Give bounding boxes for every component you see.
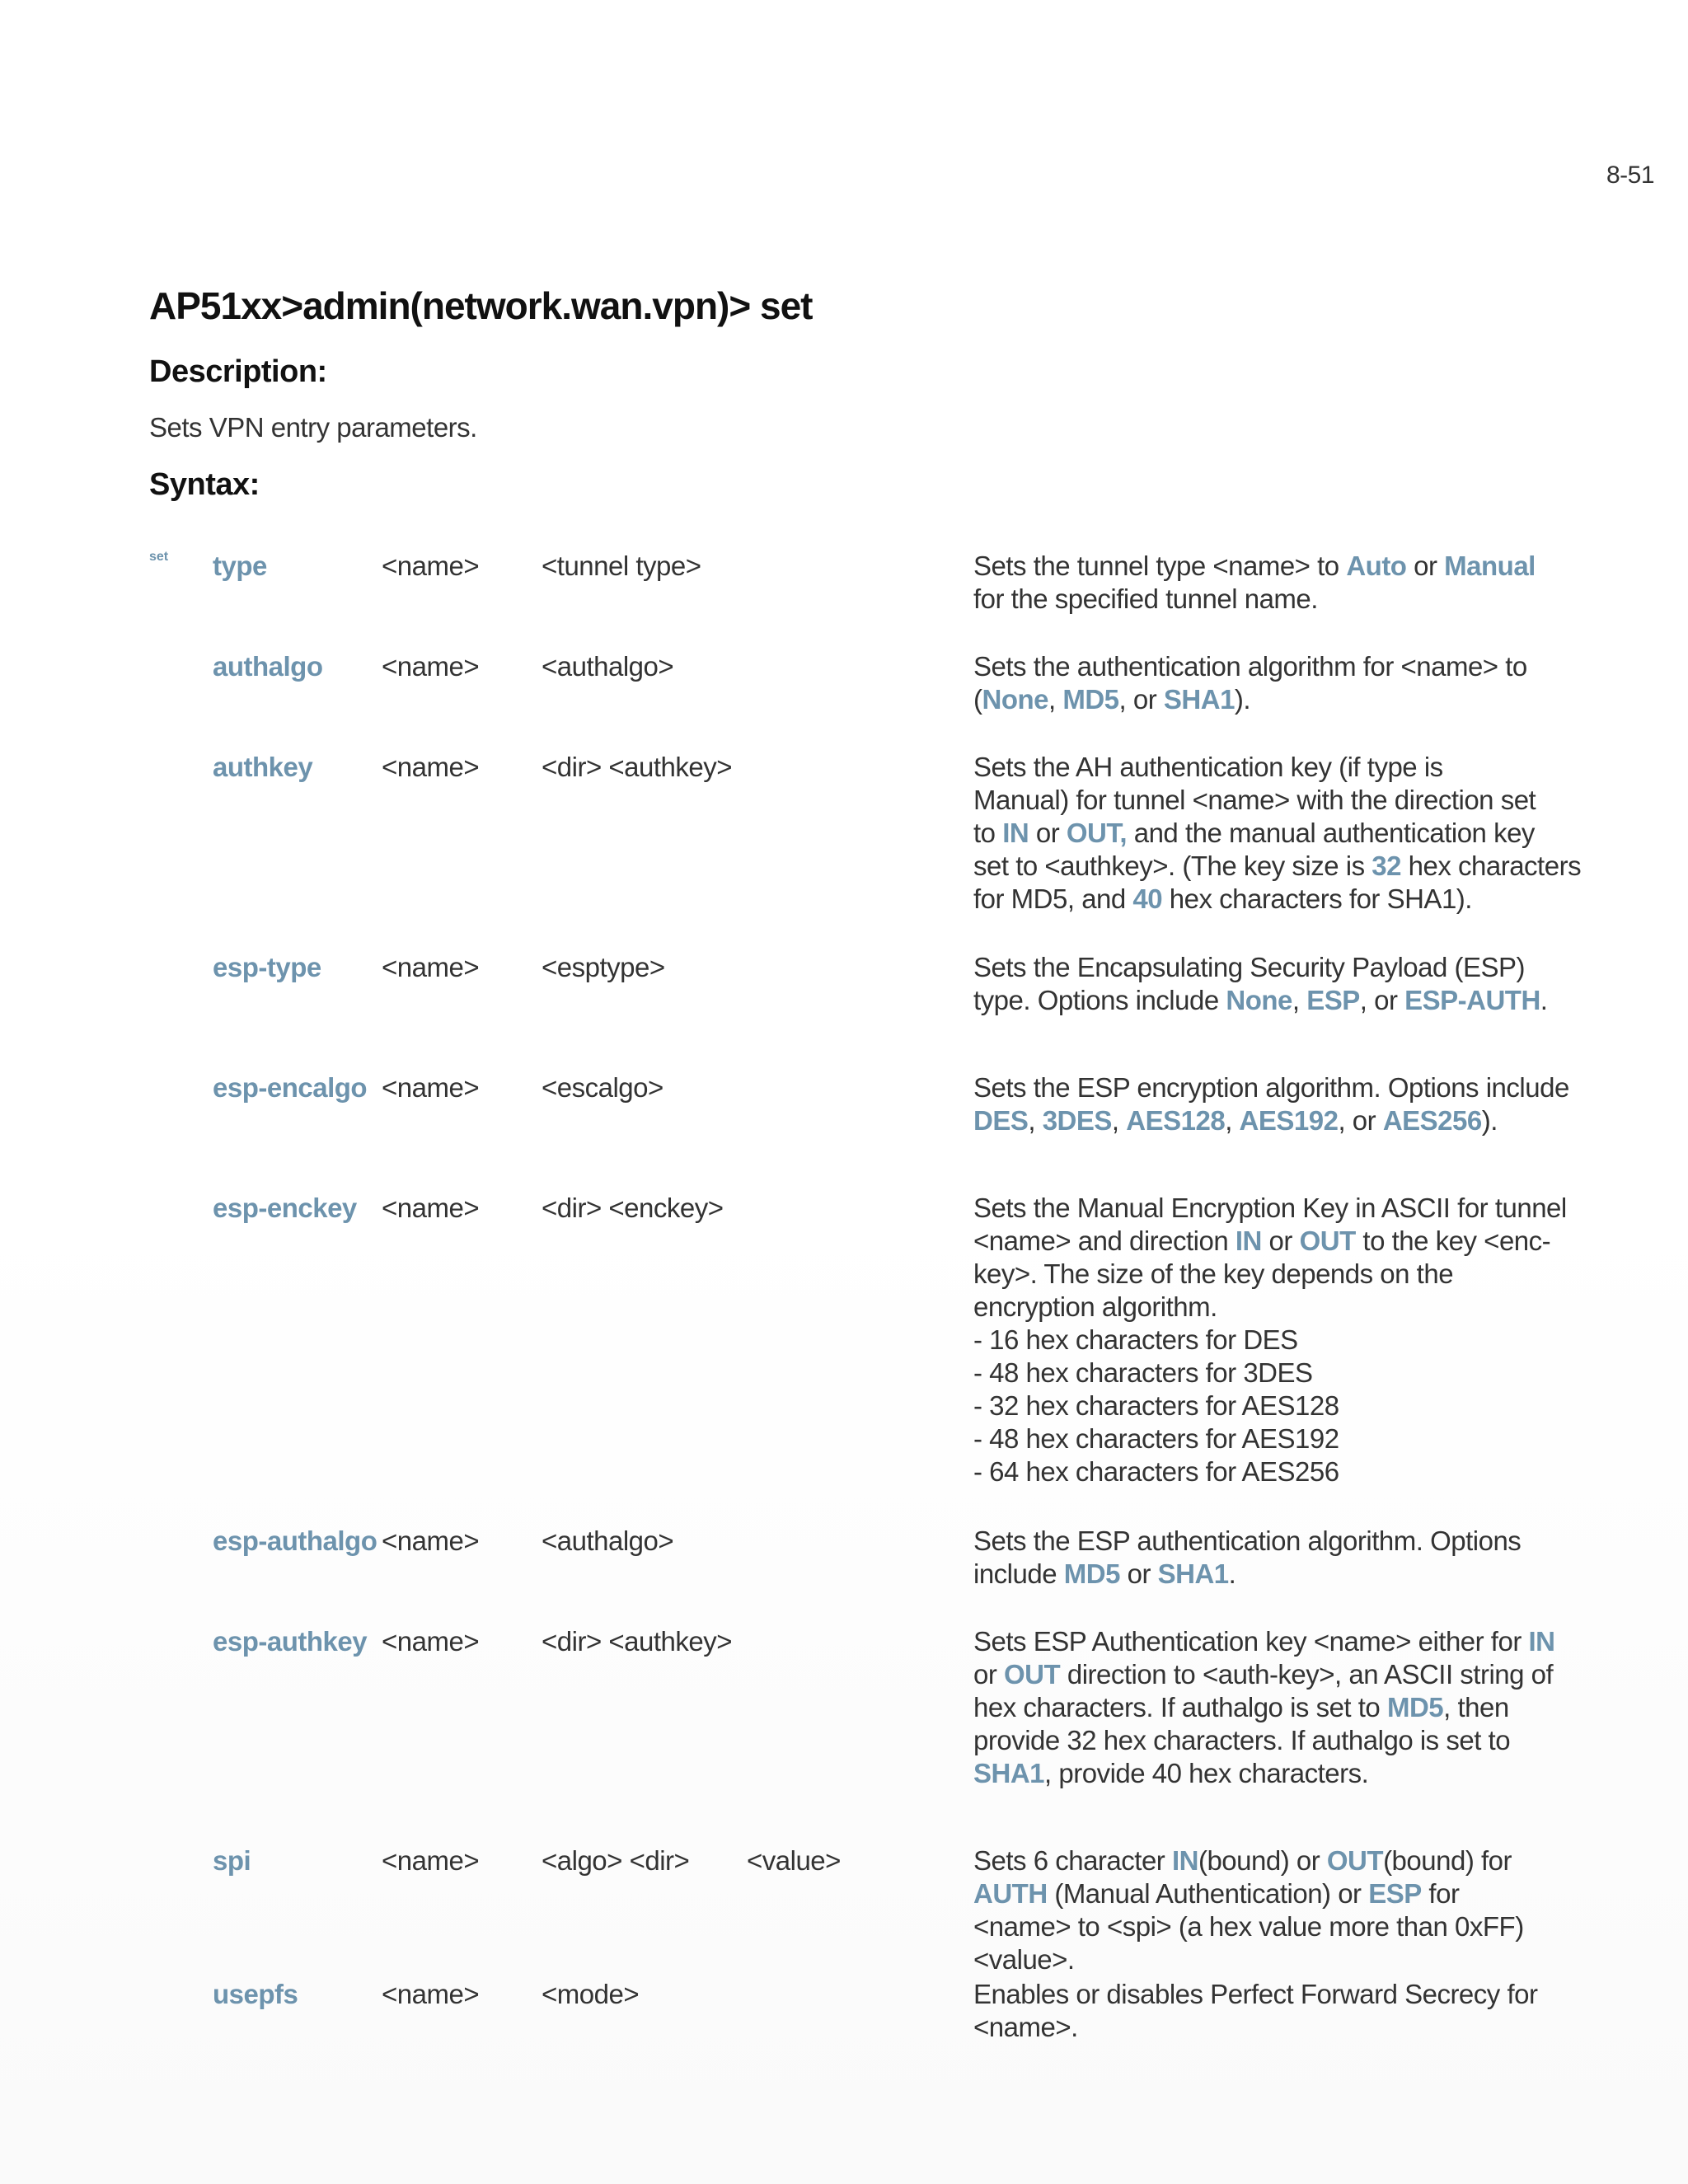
description-text-segment: type. Options include	[973, 985, 1226, 1015]
description-line	[973, 550, 1536, 583]
command-name: esp-type	[213, 952, 321, 982]
description-text-segment: ,	[1292, 985, 1307, 1015]
command-name: esp-authkey	[213, 1626, 368, 1657]
command-argument: <authalgo>	[542, 651, 674, 682]
description-text-segment: - 32 hex characters for AES128	[973, 1390, 1339, 1421]
description-text-segment: <name> to <spi> (a hex value more than 0xFF)	[973, 1911, 1524, 1942]
description-line	[973, 650, 1527, 683]
page-number: 8-51	[1606, 162, 1655, 189]
highlighted-term: OUT,	[1066, 818, 1128, 848]
highlighted-term: IN	[1235, 1226, 1262, 1256]
description-line	[973, 951, 1526, 984]
command-description	[973, 1625, 1555, 1790]
description-text-segment: Sets the ESP encryption algorithm. Options include	[973, 1072, 1569, 1103]
description-line	[973, 1691, 1517, 1724]
description-text-segment: key>. The size of the key depends on the	[973, 1258, 1454, 1289]
description-text-segment: provide 32 hex characters. If authalgo is set to	[973, 1725, 1511, 1755]
description-line	[973, 1071, 1569, 1104]
description-text-segment: , then	[1443, 1692, 1509, 1722]
command-argument: <tunnel type>	[542, 551, 701, 581]
description-text-segment: Enables or disables Perfect Forward Secrecy for	[973, 1979, 1538, 2009]
description-line	[973, 1357, 1517, 1390]
description-text-segment: (	[973, 684, 982, 715]
description-text-segment: .	[1228, 1558, 1236, 1589]
highlighted-term: None	[982, 684, 1048, 715]
description-line	[973, 1258, 1517, 1291]
command-argument: <escalgo>	[542, 1072, 663, 1103]
set-keyword: set	[149, 550, 169, 564]
highlighted-term: AES256	[1382, 1105, 1482, 1136]
description-text-segment: Sets the Encapsulating Security Payload (ESP)	[973, 952, 1526, 982]
description-text-segment: Sets ESP Authentication key <name> either for	[973, 1626, 1529, 1657]
description-text-segment: .	[1540, 985, 1548, 1015]
description-line	[973, 1943, 1517, 1976]
highlighted-term: MD5	[1386, 1692, 1444, 1722]
command-argument: <name>	[382, 1845, 480, 1876]
description-text-segment: <name> and direction	[973, 1226, 1236, 1256]
highlighted-term: DES	[973, 1105, 1029, 1136]
description-line	[973, 883, 1517, 916]
description-line	[973, 1422, 1517, 1455]
description-text-segment: to	[973, 818, 1003, 848]
description-text-segment: hex characters	[1400, 851, 1582, 881]
description-text-segment: set to <authkey>. (The key size is	[973, 851, 1372, 881]
highlighted-term: ESP-AUTH	[1404, 985, 1540, 1015]
description-text-segment: ,	[1111, 1105, 1127, 1136]
description-text-segment: or	[1119, 1558, 1158, 1589]
description-text-segment: - 48 hex characters for AES192	[973, 1423, 1339, 1454]
command-name: esp-encalgo	[213, 1072, 368, 1103]
description-line	[973, 1291, 1517, 1324]
description-text-segment: ).	[1481, 1105, 1498, 1136]
description-text-segment: Sets the AH authentication key (if type is	[973, 752, 1443, 782]
highlighted-term: AES128	[1126, 1105, 1226, 1136]
description-text-segment: for the specified tunnel name.	[973, 583, 1318, 614]
syntax-label: Syntax:	[149, 467, 260, 502]
description-text-segment: Sets the Manual Encryption Key in ASCII for tunnel	[973, 1193, 1567, 1223]
description-text-segment: or	[1406, 551, 1445, 581]
description-label: Description:	[149, 354, 327, 389]
command-argument: <name>	[382, 1072, 480, 1103]
description-line	[973, 2011, 1517, 2044]
command-argument: <name>	[382, 1979, 480, 2009]
description-text-segment: hex characters for SHA1).	[1162, 883, 1472, 914]
highlighted-term: SHA1	[1157, 1558, 1229, 1589]
description-line	[973, 1757, 1517, 1790]
description-text-segment: include	[973, 1558, 1064, 1589]
highlighted-term: AUTH	[973, 1878, 1048, 1909]
highlighted-term: Manual	[1444, 551, 1536, 581]
highlighted-term: IN	[1528, 1626, 1555, 1657]
command-name: usepfs	[213, 1979, 298, 2009]
description-text-segment: or	[1029, 818, 1067, 848]
command-argument: <algo> <dir>	[542, 1845, 690, 1876]
description-line	[973, 1455, 1517, 1488]
description-text-segment: ).	[1234, 684, 1251, 715]
command-name: authalgo	[213, 651, 323, 682]
description-text-segment: , provide 40 hex characters.	[1044, 1758, 1369, 1788]
highlighted-term: 40	[1132, 883, 1163, 914]
description-text-segment: for MD5, and	[973, 883, 1133, 914]
description-line	[973, 1625, 1555, 1658]
command-description	[973, 951, 1548, 1017]
description-text-segment: for	[1421, 1878, 1460, 1909]
highlighted-term: MD5	[1062, 684, 1119, 715]
description-line	[973, 1658, 1554, 1691]
description-text-segment: , or	[1338, 1105, 1383, 1136]
command-argument: <name>	[382, 752, 480, 782]
highlighted-term: IN	[1002, 818, 1029, 848]
command-argument: <mode>	[542, 1979, 640, 2009]
highlighted-term: OUT	[1004, 1659, 1061, 1690]
description-text-segment: - 64 hex characters for AES256	[973, 1456, 1339, 1487]
command-description	[973, 1192, 1567, 1488]
description-text-segment: or	[973, 1659, 1005, 1690]
command-name: esp-enckey	[213, 1193, 357, 1223]
description-text-segment: Sets 6 character	[973, 1845, 1172, 1876]
description-text-segment: , or	[1359, 985, 1405, 1015]
highlighted-term: ESP	[1306, 985, 1360, 1015]
description-line	[973, 751, 1517, 784]
description-text-segment: Sets the tunnel type <name> to	[973, 551, 1347, 581]
command-name: type	[213, 551, 267, 581]
description-line	[973, 1910, 1524, 1943]
highlighted-term: 3DES	[1042, 1105, 1112, 1136]
description-line	[973, 850, 1582, 883]
description-text-segment: (bound) or	[1198, 1845, 1327, 1876]
command-name: authkey	[213, 752, 313, 782]
highlighted-term: SHA1	[1163, 684, 1235, 715]
description-text: Sets VPN entry parameters.	[149, 412, 477, 443]
description-line	[973, 1104, 1517, 1137]
command-argument: <dir> <enckey>	[542, 1193, 724, 1223]
description-line	[973, 583, 1517, 616]
command-description	[973, 1525, 1522, 1591]
highlighted-term: ESP	[1368, 1878, 1422, 1909]
description-text-segment: hex characters. If authalgo is set to	[973, 1692, 1387, 1722]
command-description	[973, 650, 1527, 716]
description-line	[973, 683, 1517, 716]
description-text-segment: <name>.	[973, 2012, 1078, 2042]
description-line	[973, 784, 1536, 817]
command-argument: <dir> <authkey>	[542, 1626, 733, 1657]
description-text-segment: to the key <enc-	[1355, 1226, 1551, 1256]
command-argument: <name>	[382, 1193, 480, 1223]
description-line	[973, 1877, 1517, 1910]
description-line	[973, 1724, 1517, 1757]
description-text-segment: or	[1261, 1226, 1300, 1256]
command-name: spi	[213, 1845, 251, 1876]
description-line	[973, 1558, 1517, 1591]
command-argument: <authalgo>	[542, 1526, 674, 1556]
description-text-segment: Sets the ESP authentication algorithm. Options	[973, 1526, 1522, 1556]
highlighted-term: 32	[1372, 851, 1401, 881]
description-line	[973, 817, 1535, 850]
description-text-segment: Manual) for tunnel <name> with the direction set	[973, 785, 1536, 815]
highlighted-term: MD5	[1063, 1558, 1120, 1589]
command-name: esp-authalgo	[213, 1526, 377, 1556]
command-description	[973, 1978, 1538, 2044]
highlighted-term: OUT	[1299, 1226, 1356, 1256]
command-argument: <name>	[382, 1626, 480, 1657]
highlighted-term: OUT	[1326, 1845, 1384, 1876]
description-text-segment: - 48 hex characters for 3DES	[973, 1357, 1313, 1388]
description-text-segment: encryption algorithm.	[973, 1291, 1217, 1322]
description-text-segment: (Manual Authentication) or	[1047, 1878, 1369, 1909]
highlighted-term: AES192	[1239, 1105, 1339, 1136]
command-argument: <name>	[382, 651, 480, 682]
description-line	[973, 1844, 1517, 1877]
highlighted-term: Auto	[1346, 551, 1407, 581]
description-text-segment: (bound) for	[1383, 1845, 1512, 1876]
command-argument: <esptype>	[542, 952, 665, 982]
description-line	[973, 1192, 1567, 1225]
command-argument: <name>	[382, 952, 480, 982]
command-argument: <dir> <authkey>	[542, 752, 733, 782]
command-description	[973, 1844, 1524, 1976]
description-text-segment: - 16 hex characters for DES	[973, 1324, 1298, 1355]
description-line	[973, 1225, 1551, 1258]
highlighted-term: None	[1226, 985, 1292, 1015]
command-description	[973, 751, 1582, 916]
description-line	[973, 1525, 1522, 1558]
description-text-segment: direction to <auth-key>, an ASCII string of	[1060, 1659, 1554, 1690]
description-line	[973, 1390, 1517, 1422]
description-line	[973, 1978, 1538, 2011]
page-title: AP51xx>admin(network.wan.vpn)> set	[149, 284, 813, 327]
description-text-segment: , or	[1118, 684, 1164, 715]
command-description	[973, 1071, 1569, 1137]
command-description	[973, 550, 1536, 616]
command-argument: <name>	[382, 551, 480, 581]
description-text-segment: ,	[1225, 1105, 1240, 1136]
description-text-segment: ,	[1028, 1105, 1043, 1136]
description-line	[973, 1324, 1517, 1357]
command-argument: <name>	[382, 1526, 480, 1556]
description-text-segment: Sets the authentication algorithm for <name> to	[973, 651, 1527, 682]
highlighted-term: IN	[1171, 1845, 1198, 1876]
description-line	[973, 984, 1548, 1017]
highlighted-term: SHA1	[973, 1758, 1045, 1788]
description-text-segment: and the manual authentication key	[1127, 818, 1535, 848]
description-text-segment: ,	[1048, 684, 1063, 715]
description-text-segment: <value>.	[973, 1944, 1075, 1975]
command-argument: <value>	[747, 1845, 841, 1876]
